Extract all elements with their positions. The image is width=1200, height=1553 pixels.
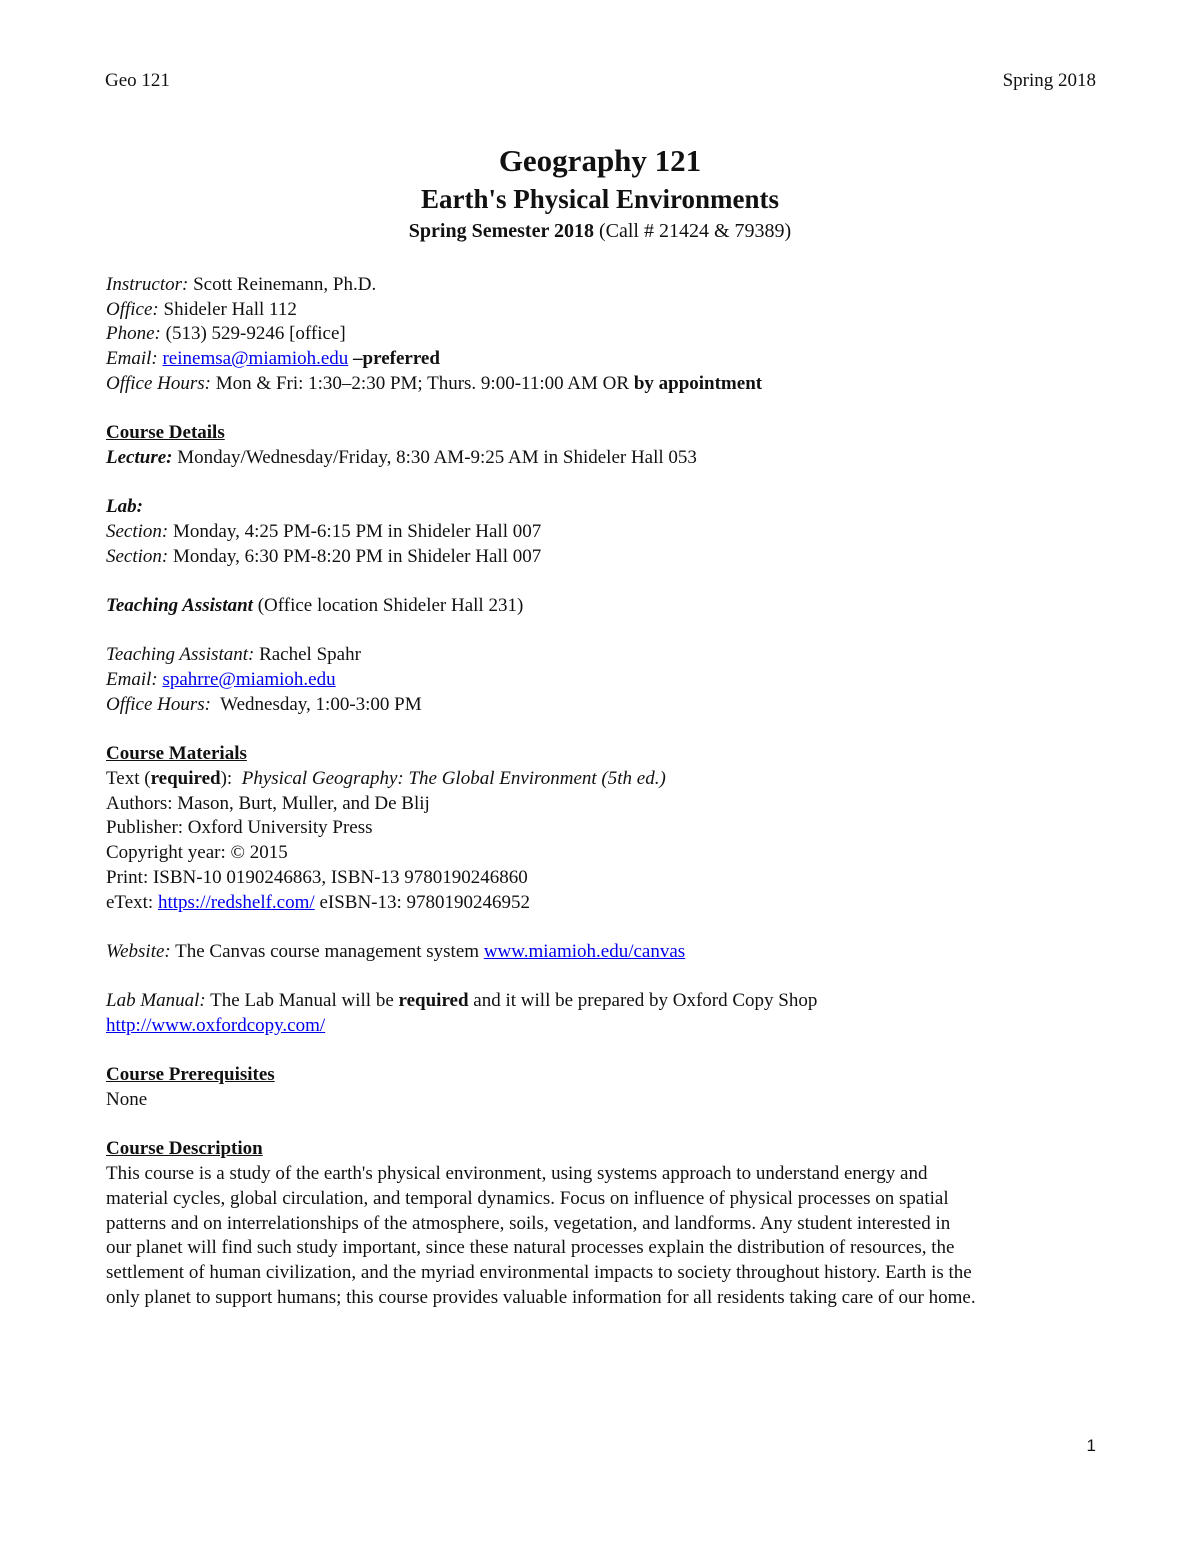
oxford-copy-link[interactable]: http://www.oxfordcopy.com/: [106, 1014, 326, 1036]
prerequisites-value: None: [106, 1089, 148, 1111]
phone-value: (513) 529-9246 [office]: [160, 323, 346, 345]
oxford-copy-line: [106, 1014, 1101, 1039]
instructor-name: Scott Reinemann, Ph.D.: [188, 274, 377, 295]
course-details-heading: Course Details: [106, 422, 225, 444]
lecture-line: [106, 446, 1101, 471]
title-block: [0, 140, 1200, 246]
ta-hours-value: Wednesday, 1:00-3:00 PM: [211, 693, 422, 715]
canvas-link[interactable]: www.miamioh.edu/canvas: [483, 940, 686, 962]
lecture-label: Lecture:: [106, 446, 173, 468]
lab-manual-label: Lab Manual:: [106, 990, 206, 1012]
office-hours-appointment: by appointment: [633, 372, 763, 394]
website-line: [106, 940, 1101, 965]
course-materials-heading: Course Materials: [106, 743, 247, 765]
page-subtitle: Earth's Physical Environments: [420, 184, 780, 214]
course-description-heading: Course Description: [106, 1138, 263, 1160]
description-line: our planet will find such study important, since these natural processes explain the distribution of resources, the: [106, 1237, 955, 1259]
textbook-line: [106, 767, 1101, 792]
textbook-title: Physical Geography: The Global Environment (5th ed.): [241, 767, 666, 789]
instructor-line: [106, 273, 1101, 298]
print-isbn-line: Print: ISBN-10 0190246863, ISBN-13 9780190246860: [106, 866, 528, 888]
spacer: [106, 1113, 1101, 1138]
call-numbers: (Call # 21424 & 79389): [593, 220, 792, 242]
authors-line: Authors: Mason, Burt, Muller, and De Blij: [106, 792, 430, 814]
website-label: Website:: [106, 940, 171, 962]
publisher-line: Publisher: Oxford University Press: [106, 817, 373, 839]
description-line: patterns and on interrelationships of the atmosphere, soils, vegetation, and landforms. Any student interested in: [106, 1212, 951, 1234]
description-line: only planet to support humans; this course provides valuable information for all residents taking care of our home.: [106, 1286, 976, 1308]
section-label: Section:: [106, 545, 169, 567]
ta-hours-label: Office Hours:: [106, 693, 212, 715]
semester-bold: Spring Semester 2018: [408, 220, 594, 242]
office-hours-value: Mon & Fri: 1:30–2:30 PM; Thurs. 9:00-11:00 AM OR: [211, 372, 634, 394]
spacer: [106, 1039, 1101, 1064]
lab-manual-required: required: [398, 990, 469, 1012]
spacer: [106, 569, 1101, 594]
section-value: Monday, 4:25 PM-6:15 PM in Shideler Hall 007: [168, 521, 542, 542]
ta-office-location: (Office location Shideler Hall 231): [252, 595, 524, 617]
ta-email-line: [106, 668, 1101, 693]
lab-section-line: [106, 520, 1101, 545]
description-line: material cycles, global circulation, and temporal dynamics. Focus on influence of physical processes on spatial: [106, 1187, 949, 1209]
office-line: [106, 298, 1101, 323]
header-term: Spring 2018: [1002, 70, 1096, 91]
lecture-value: Monday/Wednesday/Friday, 8:30 AM-9:25 AM in Shideler Hall 053: [172, 446, 697, 468]
spacer: [106, 471, 1101, 496]
spacer: [106, 965, 1101, 990]
copyright-line: Copyright year: © 2015: [106, 842, 288, 864]
website-text: The Canvas course management system: [170, 940, 484, 962]
syllabus-body: [106, 273, 1101, 1310]
description-line: This course is a study of the earth's physical environment, using systems approach to understand energy and: [106, 1163, 928, 1185]
prerequisites-heading: Course Prerequisites: [106, 1064, 275, 1086]
office-hours-line: [106, 372, 1101, 397]
semester-line: [0, 216, 1200, 246]
spacer: [106, 718, 1101, 743]
etext-line: [106, 891, 1101, 916]
ta-hours-line: [106, 693, 1101, 718]
lab-heading: [106, 495, 1101, 520]
redshelf-link[interactable]: https://redshelf.com/: [157, 891, 315, 913]
lab-manual-text-2: and it will be prepared by Oxford Copy Shop: [468, 990, 818, 1012]
email-label: Email:: [106, 348, 158, 370]
ta-name-label: Teaching Assistant:: [106, 644, 255, 666]
phone-line: [106, 322, 1101, 347]
lab-label: Lab:: [106, 496, 143, 518]
ta-email-link[interactable]: spahrre@miamioh.edu: [162, 669, 336, 691]
email-line: [106, 347, 1101, 372]
textbook-prefix: Text (: [106, 767, 151, 789]
lab-manual-line: [106, 989, 1101, 1014]
instructor-label: Instructor:: [106, 274, 189, 295]
etext-label: eText:: [106, 891, 158, 913]
etext-isbn: eISBN-13: 9780190246952: [314, 891, 531, 913]
lab-section-line: [106, 545, 1101, 570]
office-label: Office:: [106, 298, 159, 320]
ta-heading: Teaching Assistant: [106, 595, 253, 617]
office-hours-label: Office Hours:: [106, 372, 212, 394]
textbook-sep: ):: [220, 767, 242, 789]
page-number: 1: [1086, 1436, 1096, 1455]
spacer: [106, 397, 1101, 422]
phone-label: Phone:: [106, 323, 161, 345]
page-title: Geography 121: [498, 143, 702, 178]
instructor-email-link[interactable]: reinemsa@miamioh.edu: [162, 348, 349, 370]
email-preferred-note: –preferred: [348, 348, 440, 370]
textbook-required: required: [150, 767, 221, 789]
spacer: [106, 915, 1101, 940]
header-course-code: Geo 121: [105, 70, 170, 91]
office-value: Shideler Hall 112: [158, 298, 297, 320]
ta-name-line: [106, 643, 1101, 668]
ta-heading-line: [106, 594, 1101, 619]
section-label: Section:: [106, 521, 169, 542]
lab-manual-text: The Lab Manual will be: [205, 990, 399, 1012]
spacer: [106, 619, 1101, 644]
ta-name-value: Rachel Spahr: [254, 644, 361, 666]
ta-email-label: Email:: [106, 669, 158, 691]
section-value: Monday, 6:30 PM-8:20 PM in Shideler Hall 007: [168, 545, 542, 567]
description-line: settlement of human civilization, and the myriad environmental impacts to society throughout history. Earth is the: [106, 1261, 972, 1283]
